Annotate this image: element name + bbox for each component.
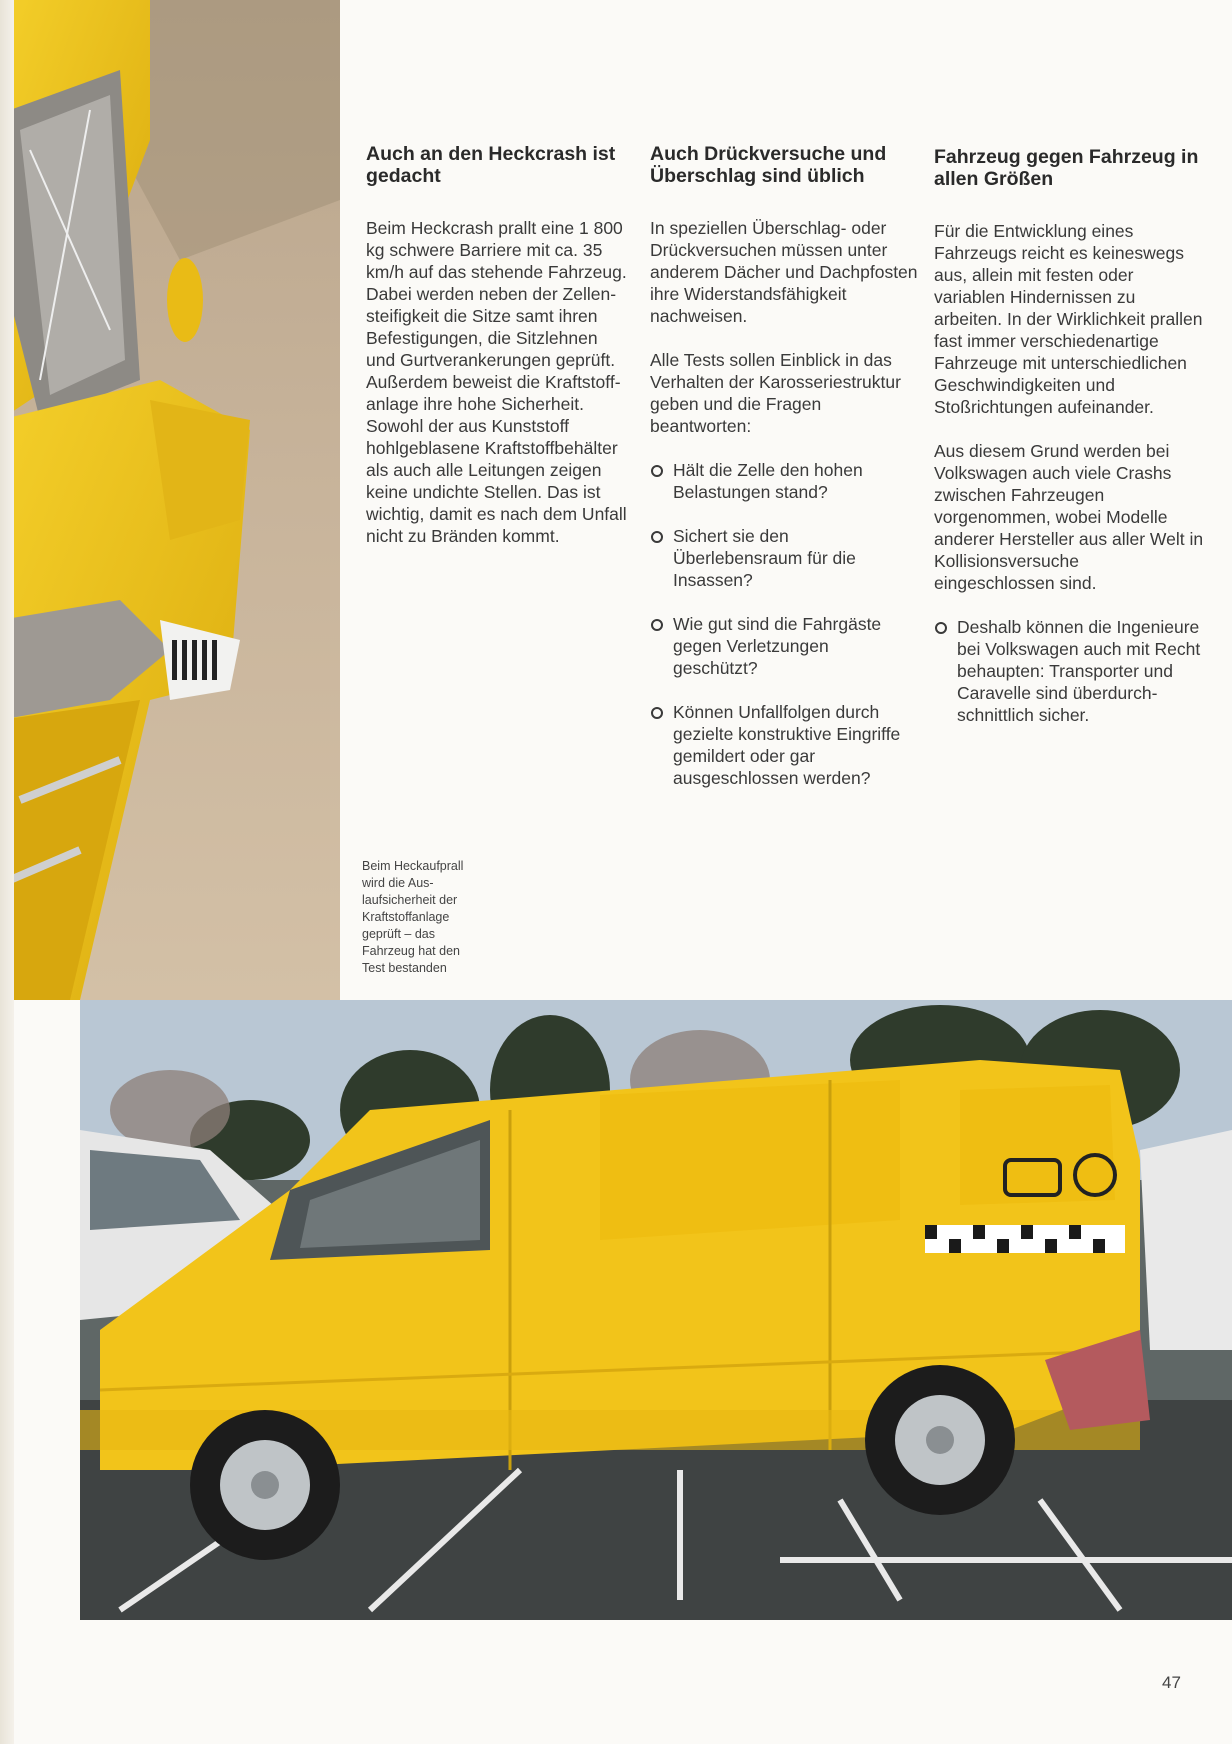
heading-heckcrash: Auch an den Heckcrash ist gedacht: [366, 143, 616, 187]
bullet-item: Sichert sie den Überlebensraum für die Insassen?: [650, 525, 918, 591]
heading-drueckversuche: Auch Drückversuche und Überschlag sind üblich: [650, 143, 887, 187]
column-fahrzeug-gegen-fahrzeug: [934, 146, 1204, 748]
crash-photo-front: [0, 0, 340, 1000]
page-number: 47: [1162, 1673, 1181, 1692]
bullet-item: Hält die Zelle den hohen Belastungen stand?: [650, 459, 918, 503]
bullet-item: Wie gut sind die Fahrgäste gegen Verletzungen geschützt?: [650, 613, 918, 679]
bullet-item: Können Unfallfolgen durch gezielte konstruktive Eingriffe gemildert oder gar ausgeschlossen werden?: [650, 701, 918, 789]
crash-photo-front-illustration: [0, 0, 340, 1000]
column-heckcrash: [366, 143, 631, 569]
van-photo-illustration: [80, 1000, 1232, 1620]
photo-caption: Beim Heckaufprall wird die Auslaufsicherheit der Kraftstoffanlage geprüft – das Fahrzeug hat den Test bestanden: [362, 859, 464, 975]
paragraph: Beim Heckcrash prallt eine 1 800 kg schwere Barriere mit ca. 35 km/h auf das stehende Fahrzeug. Dabei werden neben der Zellensteifigkeit die Sitze samt ihren Befestigungen, die Sitzlehnen und Gurtverankerungen geprüft. Außerdem beweist die Kraftstoffanlage ihre hohe Sicherheit. Sowohl der aus Kunststoff hohlgeblasene Kraftstoffbehälter als auch alle Leitungen zeigen keine undichte Stellen. Das ist wichtig, damit es nach dem Unfall nicht zu Bränden kommt.: [366, 218, 627, 546]
page-binding-edge: [0, 0, 14, 1744]
paragraph: In speziellen Überschlag- oder Drückversuchen müssen unter anderem Dächer und Dachpfosten ihre Widerstandsfähigkeit nachweisen.: [650, 218, 918, 326]
heading-fahrzeug-gegen-fahrzeug: Fahrzeug gegen Fahrzeug in allen Größen: [934, 146, 1199, 190]
crash-photo-van: [80, 1000, 1232, 1620]
column-drueckversuche: [650, 143, 918, 811]
bullet-item: Deshalb können die Ingenieure bei Volkswagen auch mit Recht behaupten: Transporter und Caravelle sind überdurchschnittlich sicher.: [934, 616, 1204, 726]
paragraph: Aus diesem Grund werden bei Volkswagen auch viele Crashs zwischen Fahrzeugen vorgenommen, wobei Modelle anderer Hersteller aus aller Welt in Kollisionsversuche eingeschlossen sind.: [934, 441, 1204, 593]
paragraph: Für die Entwicklung eines Fahrzeugs reicht es keineswegs aus, allein mit festen oder variablen Hindernissen zu arbeiten. In der Wirklichkeit prallen fast immer verschiedenartige Fahrzeuge mit unterschiedlichen Geschwindigkeiten und Stoßrichtungen aufeinander.: [934, 221, 1203, 417]
paragraph: Alle Tests sollen Einblick in das Verhalten der Karosseriestruktur geben und die Fragen beantworten:: [650, 350, 901, 436]
